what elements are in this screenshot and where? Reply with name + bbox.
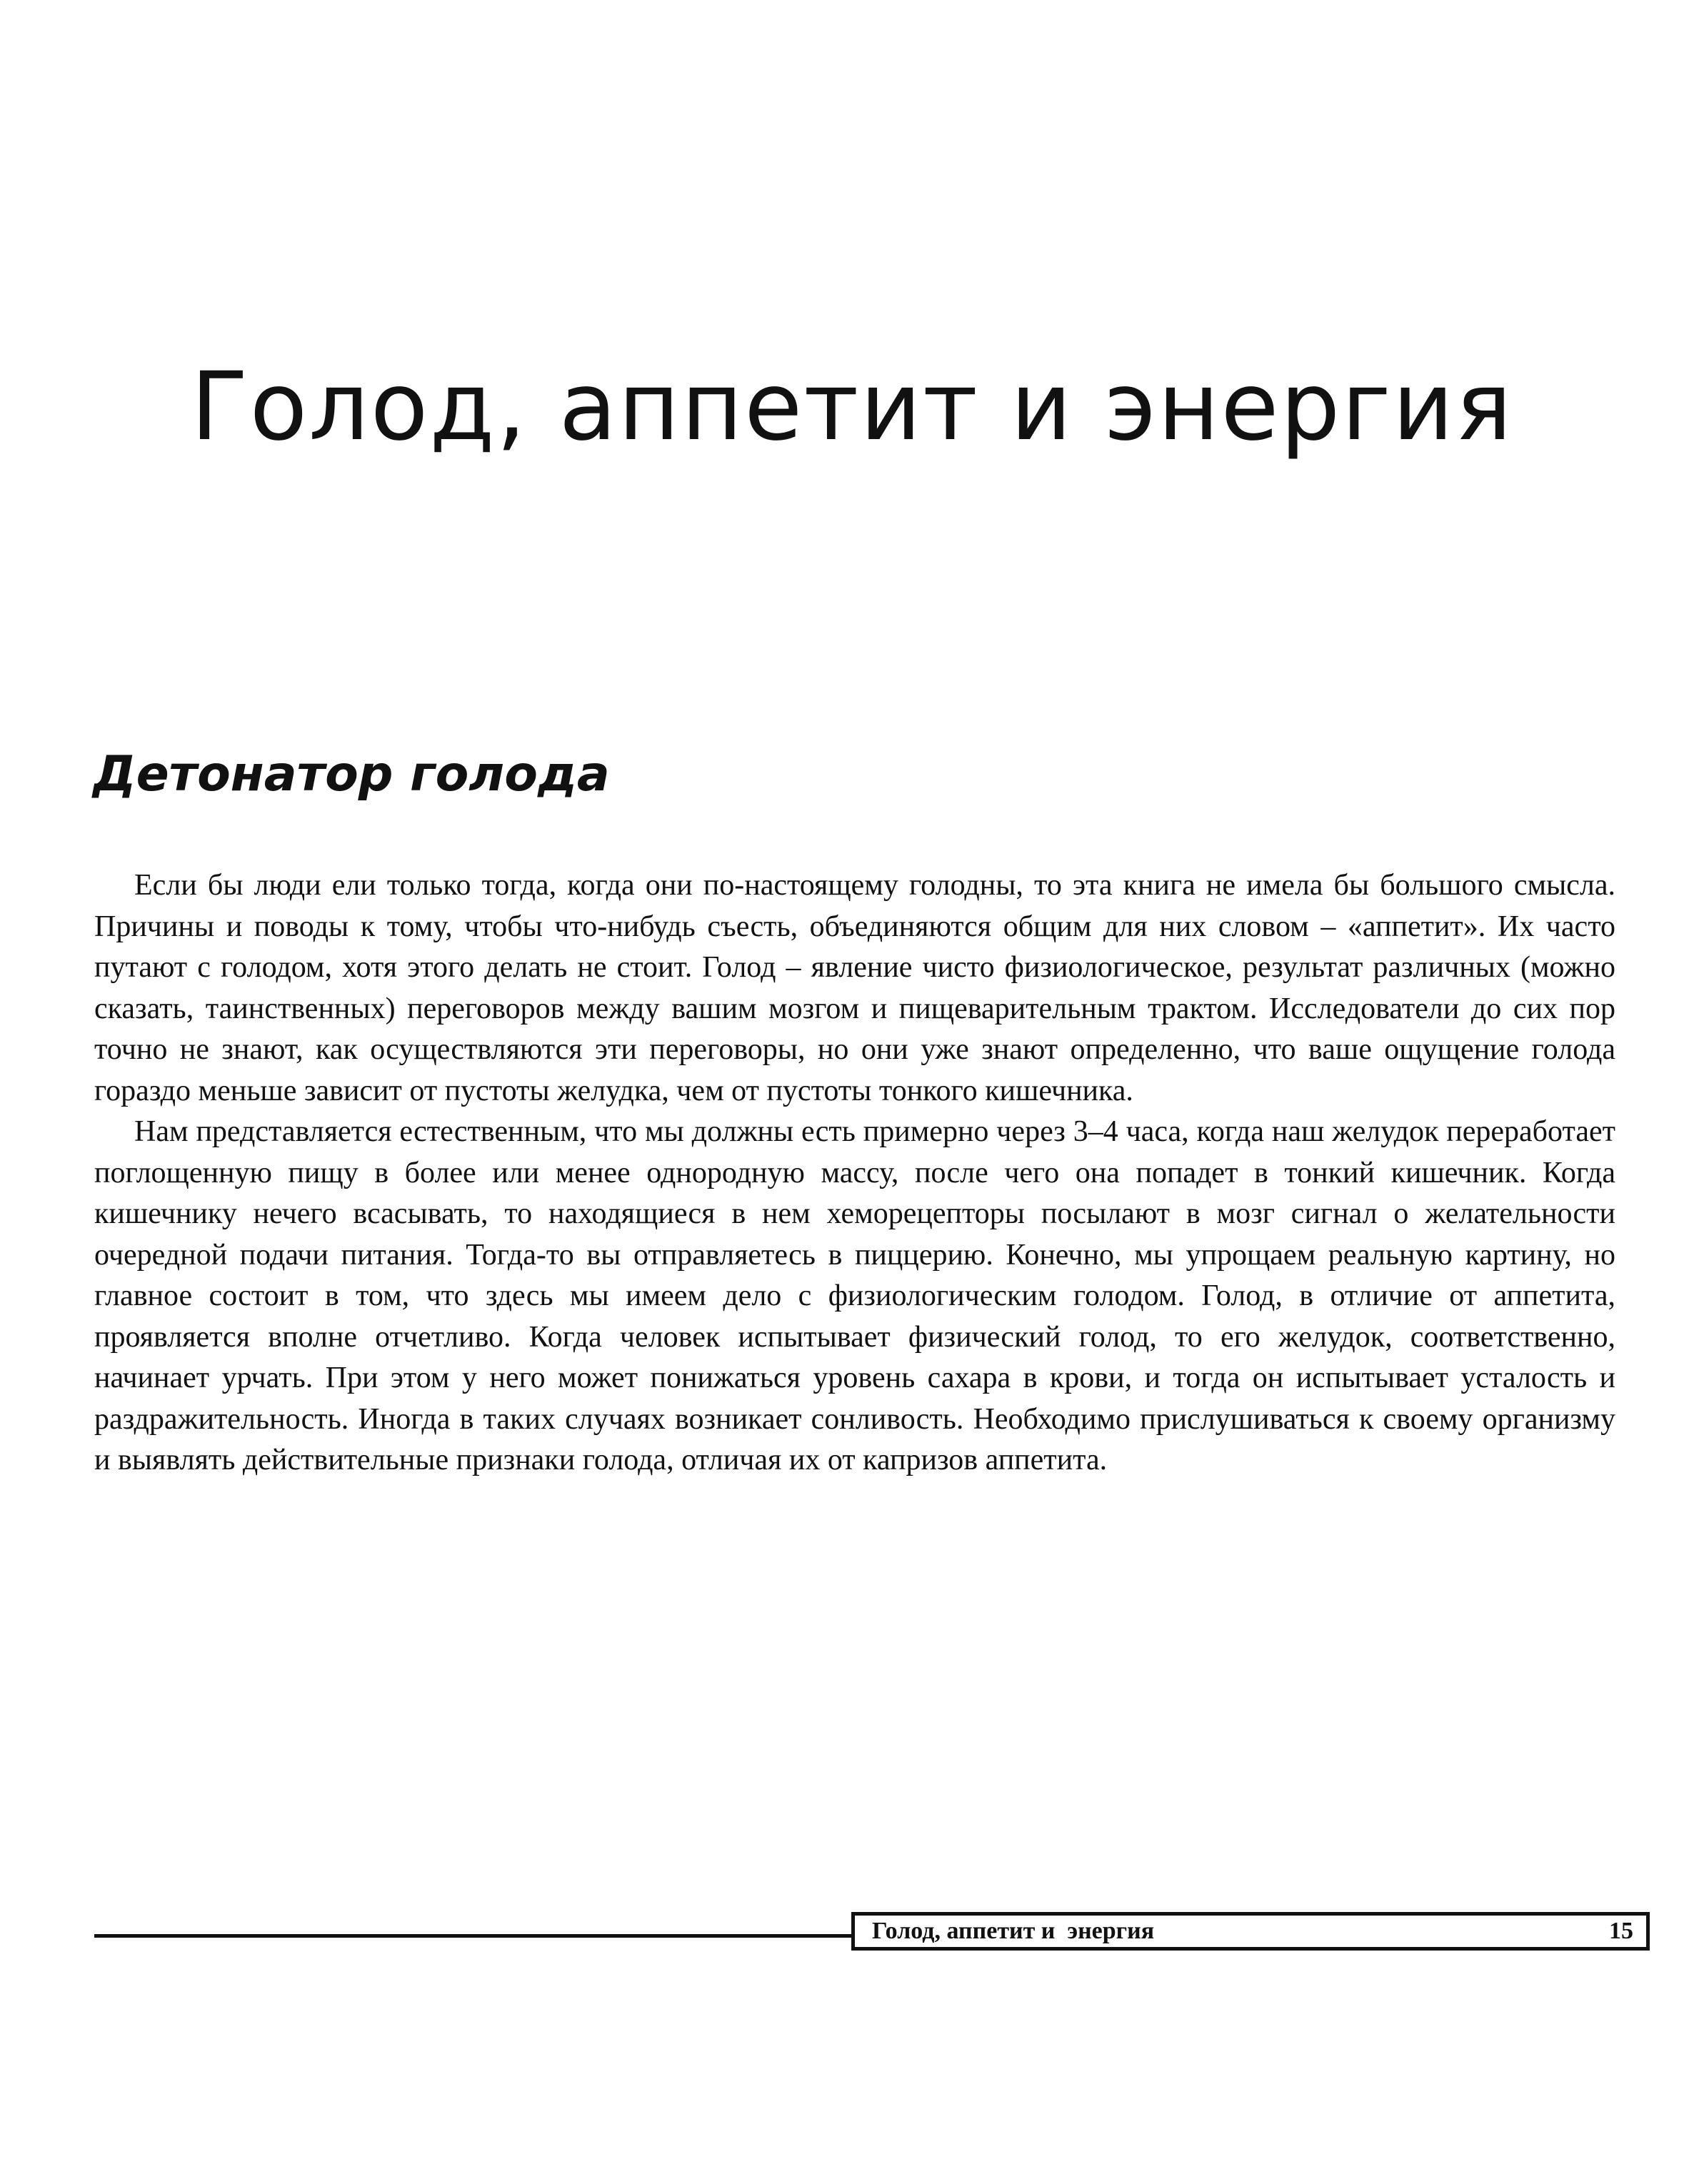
running-title: Голод, аппетит и энергия (872, 1918, 1155, 1944)
page-footer (851, 1912, 1650, 1951)
body-text (94, 865, 1615, 1481)
chapter-title: Голод, аппетит и энергия (191, 352, 1513, 462)
paragraph: Нам представляется естественным, что мы должны есть примерно через 3–4 часа, когда наш желудок переработает поглощенную пищу в более или менее однородную массу, после чего она попадет в тонкий кишечник. Когда кишечнику нечего всасывать, то находящиеся в нем хеморецепторы посылают в мозг сигнал о желательности очередной подачи питания. Тогда-то вы отправляетесь в пиццерию. Конечно, мы упрощаем реальную картину, но главное состоит в том, что здесь мы имеем дело с физиологическим голодом. Голод, в отличие от аппетита, проявляется вполне отчетливо. Когда человек испытывает физический голод, то его желудок, соответственно, начинает урчать. При этом у него может понижаться уровень сахара в крови, и тогда он испытывает усталость и раздражительность. Иногда в таких случаях возникает сонливость. Необходимо прислушиваться к своему организму и выявлять действительные признаки голода, отличая их от капризов аппетита. (94, 1115, 1615, 1476)
paragraph: Если бы люди ели только тогда, когда они по-настоящему голодны, то эта книга не имела бы большого смысла. Причины и поводы к тому, чтобы что-нибудь съесть, объединяются общим для них словом – «аппетит». Их часто путают с голодом, хотя этого делать не стоит. Голод – явление чисто физиологическое, результат различных (можно сказать, таинственных) переговоров между вашим мозгом и пищеварительным трактом. Исследователи до сих пор точно не знают, как осуществляются эти переговоры, но они уже знают определенно, что ваше ощущение голода гораздо меньше зависит от пустоты желудка, чем от пустоты тонкого кишечника. (94, 869, 1615, 1107)
page-number: 15 (1609, 1918, 1633, 1944)
footer-rule (94, 1934, 851, 1938)
section-heading: Детонатор голода (93, 746, 610, 802)
